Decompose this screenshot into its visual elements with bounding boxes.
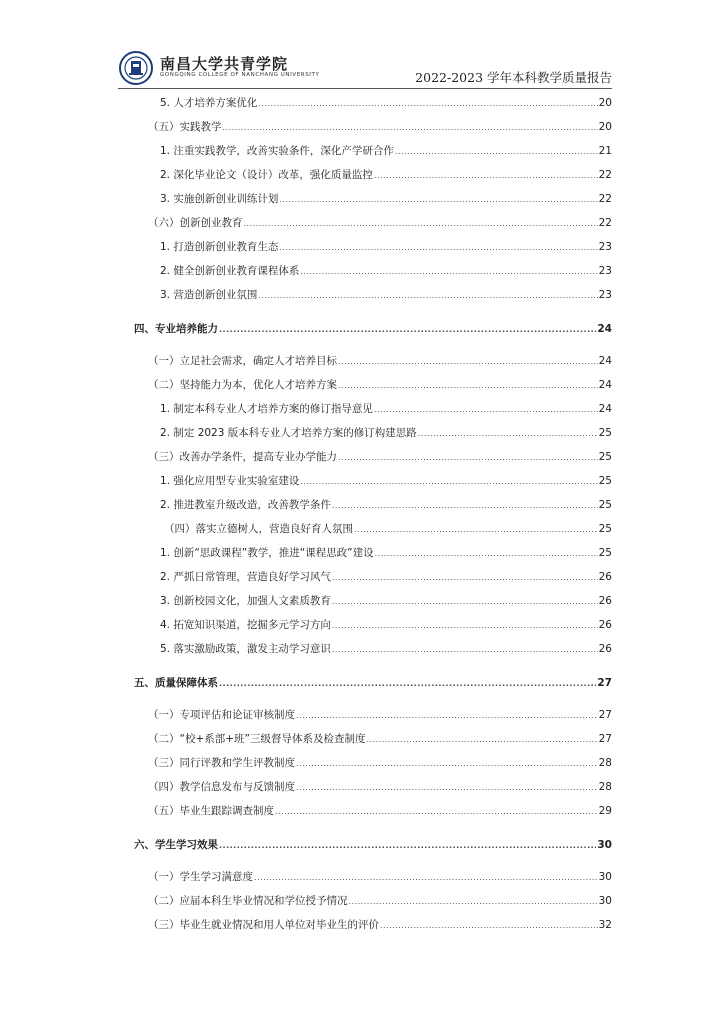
toc-chapter-entry[interactable]: 六、学生学习效果 ..... 30	[134, 838, 612, 852]
toc-entry[interactable]: （二）坚持能力为本，优化人才培养方案 ..... 24	[148, 378, 612, 392]
toc-entry[interactable]: 3. 创新校园文化，加强人文素质教育 ..... 26	[160, 594, 612, 608]
toc-entry[interactable]: （三）同行评教和学生评教制度 ..... 28	[148, 756, 612, 770]
page-header	[118, 50, 612, 86]
toc-entry[interactable]: （二）应届本科生毕业情况和学位授予情况 ..... 30	[148, 894, 612, 908]
toc-entry[interactable]: 5. 落实激励政策，激发主动学习意识 ..... 26	[160, 642, 612, 656]
toc-entry[interactable]: （三）毕业生就业情况和用人单位对毕业生的评价 ..... 32	[148, 918, 612, 932]
toc-entry[interactable]: 4. 拓宽知识渠道，挖掘多元学习方向 ..... 26	[160, 618, 612, 632]
toc-entry[interactable]: （三）改善办学条件，提高专业办学能力 ..... 25	[148, 450, 612, 464]
toc-entry[interactable]: 5. 人才培养方案优化 ..... 20	[160, 96, 612, 110]
toc-entry[interactable]: （四）教学信息发布与反馈制度 ..... 28	[148, 780, 612, 794]
toc-entry[interactable]: （一）学生学习满意度 ..... 30	[148, 870, 612, 884]
report-title: 2022-2023 学年本科教学质量报告	[415, 70, 612, 85]
toc-chapter-entry[interactable]: 四、专业培养能力 ..... 24	[134, 322, 612, 336]
school-name-cn: 南昌大学共青学院	[160, 55, 289, 73]
toc-entry[interactable]: （四）落实立德树人，营造良好育人氛围 ..... 25	[164, 522, 612, 536]
toc-entry[interactable]: 1. 制定本科专业人才培养方案的修订指导意见 ..... 24	[160, 402, 612, 416]
toc-entry[interactable]: 2. 健全创新创业教育课程体系 ..... 23	[160, 264, 612, 278]
toc-entry[interactable]: （一）立足社会需求，确定人才培养目标 ..... 24	[148, 354, 612, 368]
toc-entry[interactable]: 2. 严抓日常管理，营造良好学习风气 ..... 26	[160, 570, 612, 584]
school-name-en: GONGQING COLLEGE OF NANCHANG UNIVERSITY	[160, 72, 320, 78]
toc-entry[interactable]: 1. 强化应用型专业实验室建设 ..... 25	[160, 474, 612, 488]
toc-entry[interactable]: 2. 推进教室升级改造，改善教学条件 ..... 25	[160, 498, 612, 512]
toc-entry[interactable]: （二）“校+系部+班”三级督导体系及检查制度 ..... 27	[148, 732, 612, 746]
toc-entry[interactable]: 1. 创新“思政课程”教学，推进“课程思政”建设 ..... 25	[160, 546, 612, 560]
toc-entry[interactable]: 3. 实施创新创业训练计划 ..... 22	[160, 192, 612, 206]
toc-entry[interactable]: （五）实践教学 ..... 20	[148, 120, 612, 134]
toc-chapter-entry[interactable]: 五、质量保障体系 ..... 27	[134, 676, 612, 690]
toc-entry[interactable]: 2. 深化毕业论文（设计）改革，强化质量监控 ..... 22	[160, 168, 612, 182]
toc-entry[interactable]: 2. 制定 2023 版本科专业人才培养方案的修订构建思路 ..... 25	[160, 426, 612, 440]
toc-entry[interactable]: 3. 营造创新创业氛围 ..... 23	[160, 288, 612, 302]
toc-entry[interactable]: 1. 注重实践教学，改善实验条件，深化产学研合作 ..... 21	[160, 144, 612, 158]
toc-entry[interactable]: （六）创新创业教育 ..... 22	[148, 216, 612, 230]
toc-entry[interactable]: （一）专项评估和论证审核制度 ..... 27	[148, 708, 612, 722]
header-divider	[118, 88, 612, 89]
college-logo-icon	[118, 50, 158, 86]
toc-entry[interactable]: 1. 打造创新创业教育生态 ..... 23	[160, 240, 612, 254]
toc-entry[interactable]: （五）毕业生跟踪调查制度 ..... 29	[148, 804, 612, 818]
